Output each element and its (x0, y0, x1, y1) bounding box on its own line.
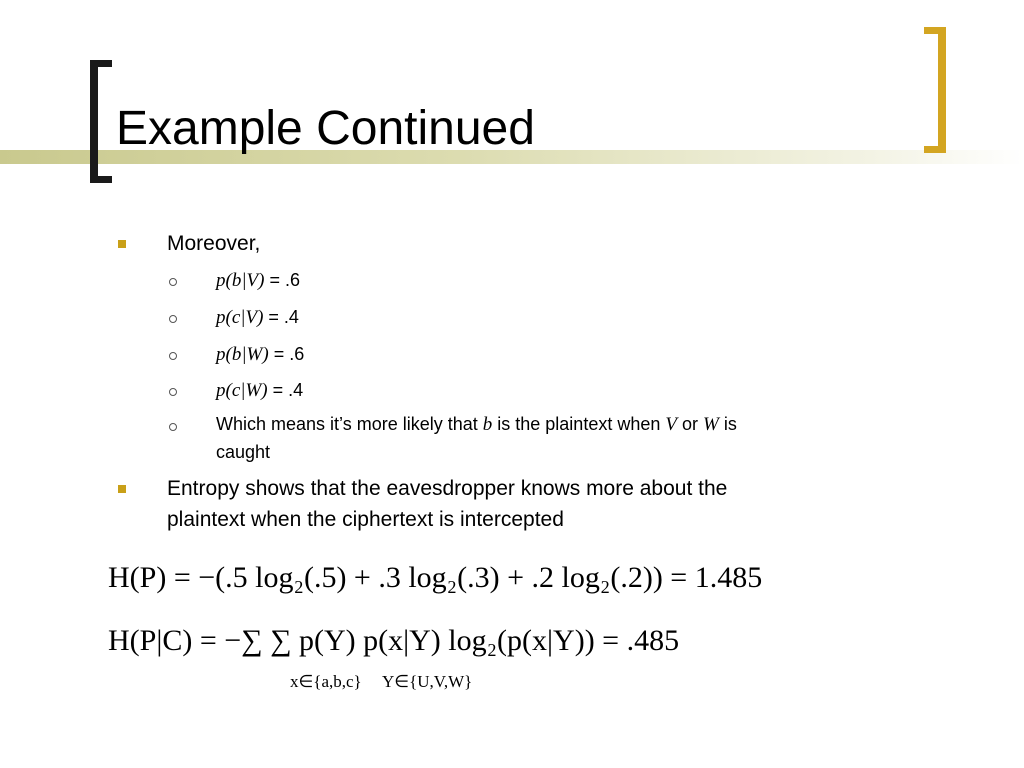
prob-item-1 (216, 267, 300, 294)
bullet-moreover: Moreover, (167, 232, 261, 255)
note-line-1 (216, 411, 737, 438)
prob-expr: p(b|W) (216, 344, 269, 365)
prob-item-2 (216, 304, 299, 331)
note-var: W (703, 414, 719, 435)
bullet-square (118, 240, 126, 248)
entropy-line-1: Entropy shows that the eavesdropper knows more about the (167, 477, 728, 500)
bullet-circle (169, 388, 177, 396)
note-var: V (665, 414, 677, 435)
prob-expr: p(c|V) (216, 307, 264, 328)
right-bracket-decoration (924, 27, 946, 153)
prob-expr: p(b|V) (216, 270, 265, 291)
prob-value: = .4 (267, 380, 304, 400)
prob-value: = .4 (263, 307, 299, 327)
sum-limit-y: Y∈{U,V,W} (382, 672, 473, 691)
equation-entropy-plaintext: H(P) = −(.5 log₂(.5) + .3 log₂(.3) + .2 log₂(.2)) = 1.485 (108, 561, 763, 594)
bullet-square (118, 485, 126, 493)
prob-value: = .6 (264, 270, 301, 290)
bullet-circle (169, 423, 177, 431)
prob-value: = .6 (268, 344, 305, 364)
prob-item-3 (216, 341, 304, 368)
bullet-circle (169, 352, 177, 360)
note-line-2: caught (216, 442, 271, 462)
entropy-line-2: plaintext when the ciphertext is intercepted (167, 508, 564, 531)
prob-item-4 (216, 377, 303, 404)
note-text: is (718, 414, 737, 434)
bullet-circle (169, 315, 177, 323)
note-text: or (676, 414, 703, 434)
note-var: b (482, 414, 493, 435)
slide-title: Example Continued (116, 102, 535, 155)
note-text: Which means it’s more likely that (216, 414, 483, 434)
prob-expr: p(c|W) (216, 380, 268, 401)
bullet-circle (169, 278, 177, 286)
left-bracket-decoration (90, 60, 112, 183)
note-text: is the plaintext when (492, 414, 666, 434)
sum-limit-x: x∈{a,b,c} (290, 672, 362, 691)
equation-conditional-entropy: H(P|C) = −∑ ∑ p(Y) p(x|Y) log₂(p(x|Y)) = .485 (108, 624, 680, 657)
